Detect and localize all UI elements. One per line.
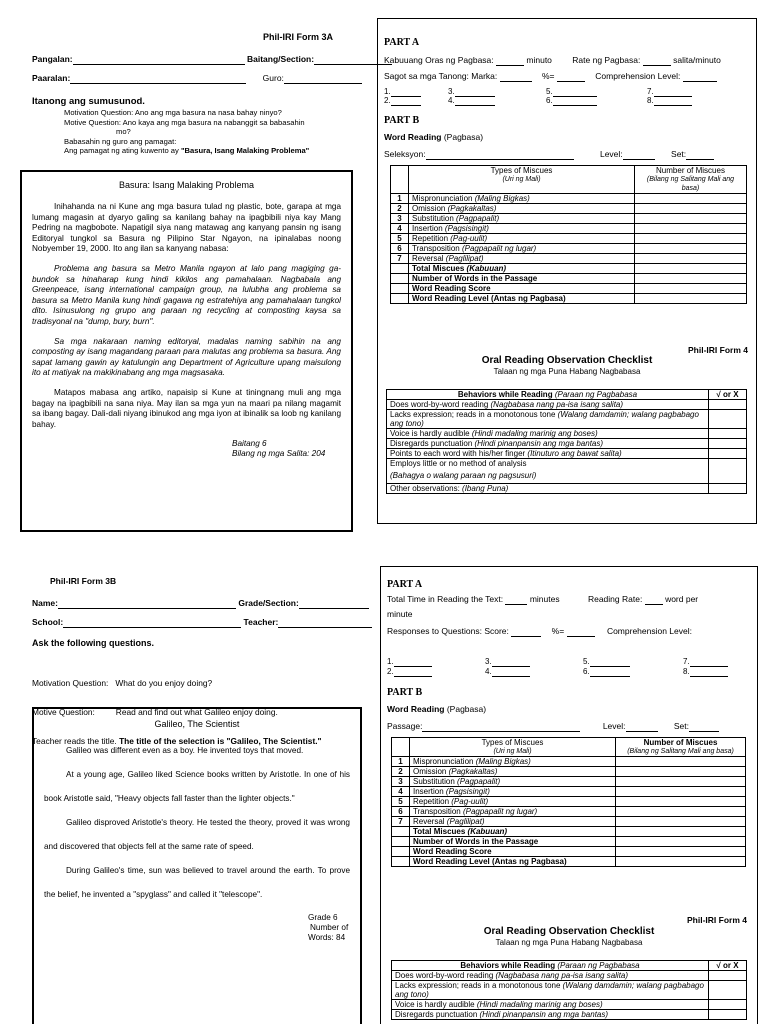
answer-8: 8.	[647, 96, 654, 105]
miscue-count-cell[interactable]	[616, 787, 746, 797]
time-label: Kabuuang Oras ng Pagbasa:	[384, 55, 494, 65]
school-field-en[interactable]	[63, 619, 241, 628]
time-field[interactable]	[496, 57, 524, 66]
time-row	[384, 55, 721, 66]
rate-label: Rate ng Pagbasa:	[572, 55, 641, 65]
miscue-count-cell[interactable]	[635, 224, 747, 234]
passage-label: Passage:	[387, 721, 423, 731]
miscue-row: 1 Mispronunciation (Maling Bigkas)	[392, 757, 746, 767]
num-words-cell[interactable]	[616, 837, 746, 847]
percent-label-en: %=	[551, 626, 565, 636]
title-line-bold: "Basura, Isang Malaking Problema"	[180, 146, 310, 156]
teacher-label: Guro:	[262, 73, 284, 83]
col-num-sub: (Bilang ng Salitang Mali ang basa)	[646, 176, 735, 192]
level-label: Level:	[599, 149, 623, 159]
behavior-row: Voice is hardly audible (Hindi madaling marinig ang boses)	[387, 429, 747, 439]
question-block	[64, 108, 309, 156]
school-row-en	[32, 617, 372, 628]
time-unit: minuto	[526, 55, 552, 65]
rate-unit-en: word per	[665, 594, 699, 604]
miscue-count-cell[interactable]	[616, 797, 746, 807]
percent-field-en[interactable]	[567, 628, 595, 637]
miscue-count-cell[interactable]	[635, 194, 747, 204]
story-title-en: Galileo, The Scientist	[154, 719, 240, 729]
answer-1: 1.	[384, 87, 391, 96]
motive-question-en: Motive Question: Read and find out what Galileo enjoy doing.	[32, 706, 278, 717]
behavior-row: Lacks expression; reads in a monotonous tone (Walang damdamin; walang pagbabago ang tono)	[392, 981, 747, 1000]
story-paragraph-en-3: Galileo disproved Aristotle's theory. He tested the theory, proved it was wrong and discovered that objects fell at the same rate of speed.	[44, 818, 350, 851]
miscue-count-cell[interactable]	[616, 777, 746, 787]
answer-6: 6.	[546, 96, 553, 105]
behavior-check-cell[interactable]	[709, 1000, 747, 1010]
orc-subtitle: Talaan ng mga Puna Habang Nagbabasa	[493, 367, 641, 376]
teacher-field[interactable]	[284, 75, 362, 84]
level-row: Word Reading Level (Antas ng Pagbasa)	[391, 294, 747, 304]
score-field-en[interactable]	[511, 628, 541, 637]
score-cell[interactable]	[635, 284, 747, 294]
behavior-check-cell[interactable]	[709, 459, 747, 484]
col-type-sub: (Uri ng Mali)	[502, 176, 541, 183]
miscue-row: 5 Repetition (Pag-uulit)	[391, 234, 747, 244]
passage-field[interactable]	[422, 723, 580, 732]
name-field-en[interactable]	[58, 600, 236, 609]
story-paragraph-en-4: During Galileo's time, sun was believed to travel around the earth. To prove the belief, he invented a "spyglass" and called it "telescope".	[44, 866, 350, 899]
part-b-label: PART B	[384, 115, 420, 126]
comprehension-label-en: Comprehension Level:	[606, 626, 692, 636]
selection-field[interactable]	[426, 151, 574, 160]
story-paragraph-2: Problema ang basura sa Metro Manila ngayon at lalo pang magiging ga-bundok sa hinaharap kung hindi kikilos ang pamahalaan. Nagbabala ang Greenpeace, isang international campaign group, na lulubha ang problema sa basura sa Metro Manila kung hindi gagawa ng estratehiya ang pamahalaan tungkol dito. Isinusulong ng grupo ang paraan ng recycling at composting kaysa sa tradisyonal na "dump, bury, burn".	[32, 263, 341, 326]
name-label-en: Name:	[32, 598, 58, 608]
set-field[interactable]	[686, 151, 714, 160]
answer-3: 3.	[448, 87, 455, 96]
behavior-check-cell[interactable]	[709, 429, 747, 439]
comprehension-label: Comprehension Level:	[595, 71, 681, 81]
num-words-row: Number of Words in the Passage	[392, 837, 746, 847]
miscue-row: 3 Substitution (Pagpapalit)	[391, 214, 747, 224]
story-paragraph-en-2: At a young age, Galileo liked Science books written by Aristotle. In one of his book Aristotle said, "Heavy objects fall faster than the lighter objects."	[44, 770, 350, 803]
miscue-count-cell[interactable]	[635, 214, 747, 224]
level-label-en: Level:	[602, 721, 626, 731]
behavior-check-cell[interactable]	[709, 484, 747, 494]
title-line	[64, 146, 309, 156]
orc-table-bottom: Behaviors while Reading (Paraan ng Pagbabasa √ or X Does word-by-word reading (Nagbabasa nang pa-isa isang salita) Lacks expression; reads in a monotonous tone (Walang damdamin; walang pagbabago ang tono) Voice is hardly audible (Hindi madaling marinig ang boses) Disregards punctuation (Hindi pinanpansin ang mga bantas)	[391, 960, 747, 1020]
answers-row-en	[387, 626, 692, 637]
total-row: Total Miscues (Kabuuan)	[391, 264, 747, 274]
behavior-row: Points to each word with his/her finger (Itinuturo ang bawat salita)	[387, 449, 747, 459]
comprehension-field[interactable]	[683, 73, 717, 82]
scoring-panel-top	[377, 18, 757, 524]
behavior-check-cell[interactable]	[709, 410, 747, 429]
set-label: Set:	[671, 149, 687, 159]
read-title-line: Babasahin ng guro ang pamagat:	[64, 136, 177, 146]
school-label-en: School:	[32, 617, 64, 627]
answer-2: 2.	[384, 96, 391, 105]
story-word-count: Bilang ng mga Salita: 204	[232, 449, 326, 459]
word-reading-label-en: Word Reading (Pagbasa)	[387, 704, 487, 714]
story-word-count-en-1: Number of	[310, 923, 349, 932]
behavior-check-cell[interactable]	[709, 971, 747, 981]
behavior-row: Does word-by-word reading (Nagbabasa nang pa-isa isang salita)	[392, 971, 747, 981]
story-box-basura	[20, 170, 353, 532]
time-label-en: Total Time in Reading the Text:	[387, 594, 504, 604]
name-row-en	[32, 598, 369, 609]
part-a-label: PART A	[384, 37, 420, 48]
form-label-3b: Phil-IRI Form 3B	[50, 576, 117, 586]
name-field[interactable]	[73, 56, 245, 65]
score-row: Word Reading Score	[392, 847, 746, 857]
percent-field[interactable]	[557, 73, 585, 82]
miscue-count-cell[interactable]	[616, 807, 746, 817]
motivation-question-en: Motivation Question: What do you enjoy doing?	[32, 677, 213, 688]
answers-label-en: Responses to Questions: Score:	[387, 626, 509, 636]
check-header: √ or X	[709, 390, 747, 400]
rate-label-en: Reading Rate:	[587, 594, 643, 604]
story-paragraph-3: Sa mga nakaraan naming editoryal, madalas naming sabihin na ang composting ay isang magandang paraan para malutas ang problema sa basura. Ang sapat lamang gawin ay katulungin ang Department of Agriculture upang maisulong ito at matiyak na makikinabang ang mga magsasaka.	[32, 336, 341, 378]
total-cell[interactable]	[616, 827, 746, 837]
miscue-row: 2 Omission (Pagkakaltas)	[392, 767, 746, 777]
behavior-row: Voice is hardly audible (Hindi madaling marinig ang boses)	[392, 1000, 747, 1010]
total-row: Total Miscues (Kabuuan)	[392, 827, 746, 837]
story-paragraph-4: Matapos mabasa ang artiko, napaisip si Kune at tiningnang muli ang mga bagay na ipagbibili na sana niya. May ilan sa mga yun na maari pa nilang magamit sa ibang bagay. Dali-dali niyang ibinukod ang mga iyon at ibinalik sa loob ng kanilang bahay.	[32, 387, 341, 429]
part-b-label-en: PART B	[387, 687, 423, 698]
miscue-row: 6 Transposition (Pagpapalit ng lugar)	[391, 244, 747, 254]
total-cell[interactable]	[635, 264, 747, 274]
miscue-row: 7 Reversal (Paglilipat)	[391, 254, 747, 264]
answer-7: 7.	[647, 87, 654, 96]
behavior-check-cell[interactable]	[709, 1010, 747, 1020]
level-field[interactable]	[623, 151, 655, 160]
teacher-label-en: Teacher:	[243, 617, 279, 627]
title-line-pre: Ang pamagat ng ating kuwento ay	[64, 146, 181, 156]
num-words-row: Number of Words in the Passage	[391, 274, 747, 284]
answers-row	[384, 71, 717, 82]
word-reading-paren: (Pagbasa)	[443, 132, 484, 142]
scoring-panel-bottom: PART A Total Time in Reading the Text: minutes Reading Rate: word per minute Responses to Questions: Score: %= Comprehension Level: 1. 2. 3. 4. 5. 6. 7. 8. PART B Word Reading (Pagbasa) Passage: Level: Set: Types of Miscues (Uri ng Mali) Number of Miscues (Bilang ng Salitang Mali ang basa) 1 Mispronunciation (Maling Bigkas) 2 Omission (Pagkakaltas) 3 Substitution (Pagpapalit) 4 Insertion (Pagsisingit) 5 Repetition (Pag-uulit) 6 Transposition (Pagpapalit ng lugar) 7 Reversal (Paglilipat) Total Miscues (Kabuuan) Number of Words in the Passage Word Reading Score Word Reading Level (Antas ng Pagbasa) Phil-IRI Form 4 Oral Reading Observation Checklist Talaan ng mga Puna Habang Nagbabasa Behaviors while Reading (Paraan ng Pagbabasa √ or X Does word-by-word reading (Nagbabasa nang pa-isa isang salita) Lacks expression; reads in a monotonous tone (Walang damdamin; walang pagbabago ang tono) Voice is hardly audible (Hindi madaling marinig ang boses) Disregards punctuation (Hindi pinanpansin ang mga bantas)	[380, 566, 758, 1024]
motive-question: Motive Question: Ano kaya ang mga basura na nabanggit sa babasahin	[64, 117, 305, 127]
title-line-en: Teacher reads the title. The title of the selection is "Galileo, The Scientist."	[32, 736, 322, 747]
behavior-row: Other observations: (Ibang Puna)	[387, 484, 747, 494]
miscue-row: 7 Reversal (Paglilipat)	[392, 817, 746, 827]
behavior-row: Does word-by-word reading (Nagbabasa nang pa-isa isang salita)	[387, 400, 747, 410]
answer-4: 4.	[448, 96, 455, 105]
school-field[interactable]	[70, 75, 246, 84]
orc-subtitle-en: Talaan ng mga Puna Habang Nagbabasa	[495, 938, 643, 947]
name-row	[32, 54, 392, 65]
school-row	[32, 73, 362, 84]
school-label: Paaralan:	[32, 73, 71, 83]
score-cell[interactable]	[616, 847, 746, 857]
behavior-check-cell[interactable]	[709, 400, 747, 410]
behavior-row: Disregards punctuation (Hindi pinanpansin ang mga bantas)	[387, 439, 747, 449]
motivation-question: Motivation Question: Ano ang mga basura na nasa bahay ninyo?	[64, 108, 282, 117]
rate-unit: salita/minuto	[673, 55, 721, 65]
score-field[interactable]	[500, 73, 532, 82]
score-row: Word Reading Score	[391, 284, 747, 294]
miscue-row: 5 Repetition (Pag-uulit)	[392, 797, 746, 807]
behavior-row: Disregards punctuation (Hindi pinanpansin ang mga bantas)	[392, 1010, 747, 1020]
time-unit-en: minutes	[529, 594, 560, 604]
form4-label-en: Phil-IRI Form 4	[687, 915, 747, 925]
miscue-count-cell[interactable]	[616, 767, 746, 777]
time-row-en	[387, 594, 698, 605]
behavior-check-cell[interactable]	[709, 981, 747, 1000]
level-field-en[interactable]	[626, 723, 658, 732]
story-grade: Baitang 6	[232, 439, 267, 449]
minute-line: minute	[387, 609, 413, 619]
miscue-count-cell[interactable]	[635, 234, 747, 244]
motive-question-cont: mo?	[116, 127, 131, 137]
questions-heading-en: Ask the following questions.	[32, 638, 155, 648]
story-word-count-en-2: Words: 84	[308, 933, 346, 942]
miscue-row: 2 Omission (Pagkakaltas)	[391, 204, 747, 214]
miscue-count-cell[interactable]	[635, 254, 747, 264]
percent-label: %=	[542, 71, 555, 81]
form4-label: Phil-IRI Form 4	[688, 345, 748, 355]
form-label-3a: Phil-IRI Form 3A	[263, 32, 334, 42]
questions-heading: Itanong ang sumusunod.	[32, 96, 145, 107]
col-num-header: Number of Miscues	[656, 166, 725, 175]
grade-field-en[interactable]	[299, 600, 369, 609]
behavior-check-cell[interactable]	[709, 439, 747, 449]
teacher-field-en[interactable]	[278, 619, 372, 628]
level-cell[interactable]	[616, 857, 746, 867]
orc-title: Oral Reading Observation Checklist	[481, 355, 653, 366]
behavior-check-cell[interactable]	[709, 449, 747, 459]
miscue-count-cell[interactable]	[635, 244, 747, 254]
selection-label: Seleksyon:	[384, 149, 426, 159]
miscue-row: 3 Substitution (Pagpapalit)	[392, 777, 746, 787]
orc-title-en: Oral Reading Observation Checklist	[483, 926, 655, 937]
part-a-label-en: PART A	[387, 579, 423, 590]
story-paragraph-1: Inihahanda na ni Kune ang mga basura tulad ng plastic, bote, garapa at mga lumang magasin at dyaryo galing sa kanilang bahay na ipagbibili niya kay Mang Pedring na magbobote. Napatigil siya nang matawag ang kanyang pansin ng isang Editoryal tungkol sa Basura ng Pilipino Star Ngayon, na ipinalabas noong Nobyember 19, 2000. Ito ang ilan sa kanyang nabasa:	[32, 202, 341, 254]
miscue-row: 6 Transposition (Pagpapalit ng lugar)	[392, 807, 746, 817]
word-reading-label	[384, 132, 483, 143]
behaviors-header: Behaviors while Reading	[457, 390, 555, 399]
story-box-galileo	[32, 707, 362, 1024]
grade-label-en: Grade/Section:	[238, 598, 299, 608]
story-title: Basura: Isang Malaking Problema	[118, 180, 255, 190]
miscue-row: 4 Insertion (Pagsisingit)	[391, 224, 747, 234]
word-reading-bold: Word Reading	[384, 132, 442, 142]
miscue-row: 1 Mispronunciation (Maling Bigkas)	[391, 194, 747, 204]
miscue-count-cell[interactable]	[616, 757, 746, 767]
selection-row	[384, 149, 714, 160]
behavior-row: Employs little or no method of analysis (Bahagya o walang paraan ng pagsusuri)	[387, 459, 747, 484]
behavior-row: Lacks expression; reads in a monotonous tone (Walang damdamin; walang pagbabago ang tono)	[387, 410, 747, 429]
name-label: Pangalan:	[32, 54, 73, 64]
passage-row	[387, 721, 719, 732]
orc-table-top: Behaviors while Reading (Paraan ng Pagbabasa √ or X Does word-by-word reading (Nagbabasa nang pa-isa isang salita) Lacks expression; reads in a monotonous tone (Walang damdamin; walang pagbabago ang tono) Voice is hardly audible (Hindi madaling marinig ang boses) Disregards punctuation (Hindi pinanpansin ang mga bantas) Points to each word with his/her finger (Itinuturo ang bawat salita) Employs little or no method of analysis (Bahagya o walang paraan ng pagsusuri) Other observations: (Ibang Puna)	[386, 389, 747, 494]
miscue-count-cell[interactable]	[635, 204, 747, 214]
level-row: Word Reading Level (Antas ng Pagbasa)	[392, 857, 746, 867]
answers-label: Sagot sa mga Tanong: Marka:	[384, 71, 498, 81]
rate-field-en[interactable]	[645, 596, 663, 605]
set-label-en: Set:	[673, 721, 690, 731]
time-field-en[interactable]	[505, 596, 527, 605]
story-paragraph-en-1: Galileo was different even as a boy. He invented toys that moved.	[66, 746, 304, 755]
miscues-table-top	[390, 165, 747, 304]
miscue-row: 4 Insertion (Pagsisingit)	[392, 787, 746, 797]
rate-field[interactable]	[643, 57, 671, 66]
story-grade-en: Grade 6	[308, 913, 338, 922]
miscues-table-bottom: Types of Miscues (Uri ng Mali) Number of Miscues (Bilang ng Salitang Mali ang basa) 1 Mispronunciation (Maling Bigkas) 2 Omission (Pagkakaltas) 3 Substitution (Pagpapalit) 4 Insertion (Pagsisingit) 5 Repetition (Pag-uulit) 6 Transposition (Pagpapalit ng lugar) 7 Reversal (Paglilipat) Total Miscues (Kabuuan) Number of Words in the Passage Word Reading Score Word Reading Level (Antas ng Pagbasa)	[391, 737, 746, 867]
col-type-header: Types of Miscues	[490, 166, 553, 175]
answer-5: 5.	[546, 87, 553, 96]
miscue-count-cell[interactable]	[616, 817, 746, 827]
grade-label: Baitang/Section:	[247, 54, 315, 64]
num-words-cell[interactable]	[635, 274, 747, 284]
level-cell[interactable]	[635, 294, 747, 304]
set-field-en[interactable]	[689, 723, 719, 732]
